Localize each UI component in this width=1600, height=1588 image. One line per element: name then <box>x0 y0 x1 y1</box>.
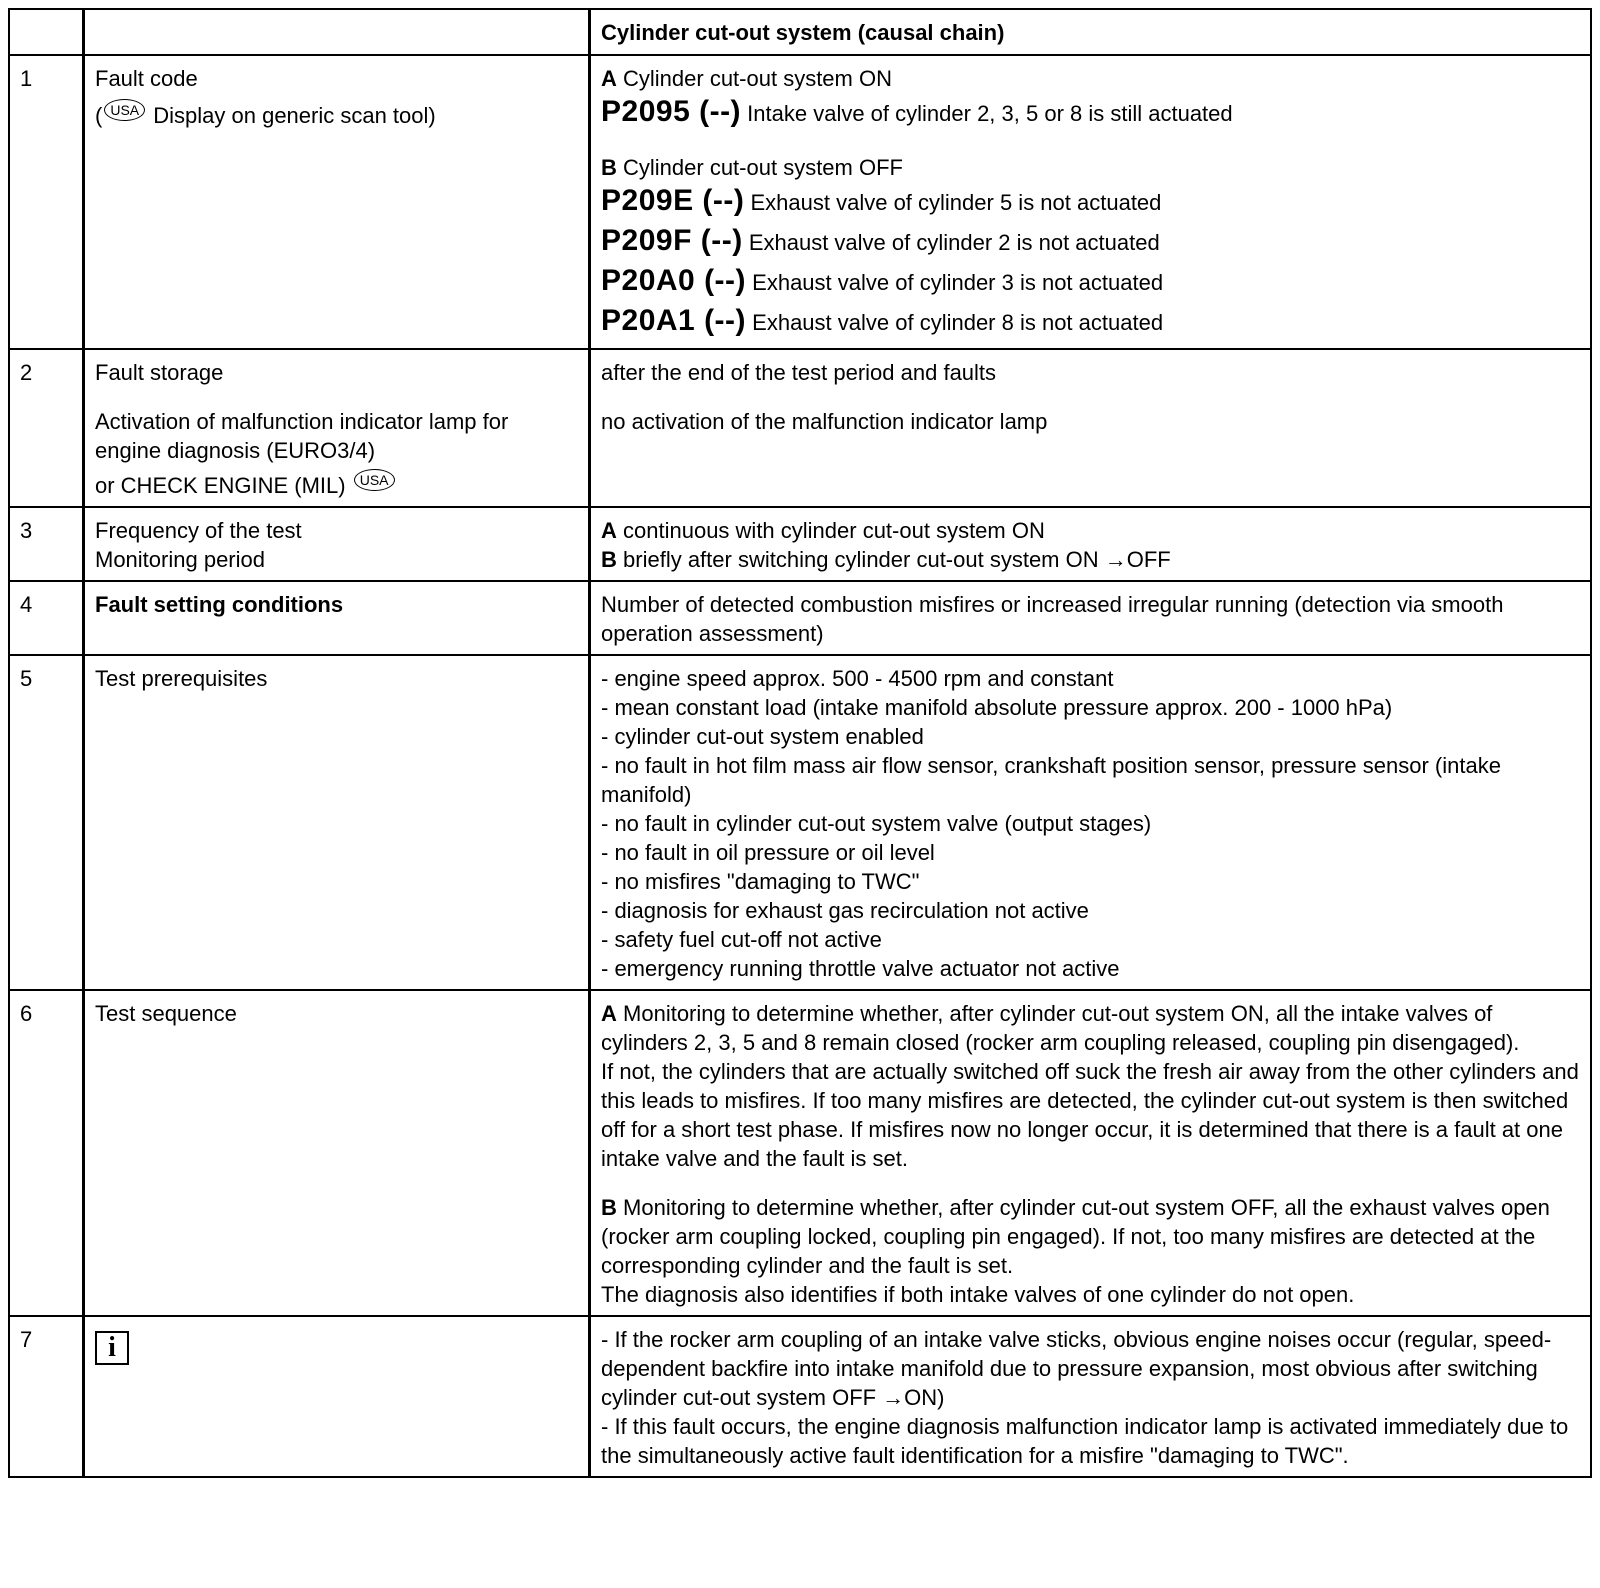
row-number: 4 <box>9 581 84 655</box>
prerequisite-item: - mean constant load (intake manifold absolute pressure approx. 200 - 1000 hPa) <box>601 695 1393 720</box>
note-item: - If this fault occurs, the engine diagnosis malfunction indicator lamp is activated immediately due to the simultaneously active fault identification for a misfire "damaging to TWC". <box>601 1414 1569 1468</box>
fault-code-line <box>601 222 1582 262</box>
table-title: Cylinder cut-out system (causal chain) <box>601 20 1005 45</box>
case-b-key: B <box>601 547 617 572</box>
case-a-text-continued: If not, the cylinders that are actually switched off suck the fresh air away from the other cylinders and this leads to misfires. If too many misfires are detected, the cylinder cut-out system is then switched off for a short test phase. If misfires now no longer occur, it is determined that there is a fault at one intake valve and the fault is set. <box>601 1059 1579 1171</box>
case-b-key: B <box>601 1195 617 1220</box>
fault-code: P2095 (--) <box>601 95 742 128</box>
prerequisite-item: - no fault in hot film mass air flow sensor, crankshaft position sensor, pressure sensor (intake manifold) <box>601 753 1501 807</box>
case-a-text: continuous with cylinder cut-out system ON <box>623 518 1045 543</box>
case-b-text-continued: The diagnosis also identifies if both intake valves of one cylinder do not open. <box>601 1282 1355 1307</box>
row-value-cell <box>590 55 1592 349</box>
row-number: 5 <box>9 655 84 990</box>
header-label-cell <box>84 9 590 55</box>
fault-code-desc: Exhaust valve of cylinder 5 is not actuated <box>750 190 1162 215</box>
row-fault-code <box>9 55 1591 349</box>
row-test-frequency <box>9 507 1591 581</box>
case-a-key: A <box>601 66 617 91</box>
case-b-text: briefly after switching cylinder cut-out system ON →OFF <box>623 547 1171 572</box>
row-label: Test prerequisites <box>95 666 268 691</box>
row-label-cell <box>84 1316 590 1477</box>
prerequisite-item: - safety fuel cut-off not active <box>601 927 882 952</box>
row-number: 2 <box>9 349 84 507</box>
fault-code: P209F (--) <box>601 224 743 257</box>
row-label: Fault setting conditions <box>95 592 344 617</box>
case-b-text: Cylinder cut-out system OFF <box>623 155 903 180</box>
row-label-tertiary: or CHECK ENGINE (MIL) <box>95 473 346 498</box>
row-fault-setting-conditions <box>9 581 1591 655</box>
row-value-cell <box>590 1316 1592 1477</box>
fault-code-line <box>601 302 1582 342</box>
row-value-cell <box>590 507 1592 581</box>
fault-code-desc: Exhaust valve of cylinder 2 is not actuated <box>748 230 1160 255</box>
prerequisite-item: - cylinder cut-out system enabled <box>601 724 924 749</box>
header-row <box>9 9 1591 55</box>
fault-code-desc: Exhaust valve of cylinder 3 is not actuated <box>752 270 1164 295</box>
row-label: Frequency of the test <box>95 518 302 543</box>
usa-badge-icon: USA <box>104 99 145 121</box>
row-fault-storage <box>9 349 1591 507</box>
row-number: 1 <box>9 55 84 349</box>
note-item: - If the rocker arm coupling of an intake valve sticks, obvious engine noises occur (regular, speed-dependent backfire into intake manifold due to pressure expansion, most obvious after switching cylinder cut-out system OFF →ON) <box>601 1327 1552 1410</box>
info-icon: i <box>95 1331 129 1365</box>
prerequisite-item: - engine speed approx. 500 - 4500 rpm and constant <box>601 666 1114 691</box>
row-label-secondary: Monitoring period <box>95 547 265 572</box>
row-label-cell <box>84 507 590 581</box>
case-a-text: Cylinder cut-out system ON <box>623 66 892 91</box>
row-label-secondary: Activation of malfunction indicator lamp for engine diagnosis (EURO3/4) <box>95 409 509 463</box>
paren-open: ( <box>95 103 103 128</box>
row-test-sequence <box>9 990 1591 1316</box>
header-title-cell <box>590 9 1592 55</box>
case-b-text: Monitoring to determine whether, after cylinder cut-out system OFF, all the exhaust valves open (rocker arm coupling locked, coupling pin engaged). If not, too many misfires are detected at the corresponding cylinder and the fault is set. <box>601 1195 1550 1278</box>
fault-code-line <box>601 182 1582 222</box>
row-number: 3 <box>9 507 84 581</box>
fault-code: P20A0 (--) <box>601 264 747 297</box>
fault-code-line <box>601 262 1582 302</box>
row-value: Number of detected combustion misfires or increased irregular running (detection via smooth operation assessment) <box>601 592 1504 646</box>
case-a-key: A <box>601 518 617 543</box>
row-label-cell <box>84 655 590 990</box>
prerequisite-item: - no misfires "damaging to TWC" <box>601 869 920 894</box>
case-b-key: B <box>601 155 617 180</box>
row-label: Fault code <box>95 66 198 91</box>
row-label: Fault storage <box>95 360 224 385</box>
row-value-cell <box>590 655 1592 990</box>
row-value-secondary: no activation of the malfunction indicator lamp <box>601 409 1048 434</box>
row-test-prerequisites <box>9 655 1591 990</box>
row-label-cell <box>84 55 590 349</box>
row-label: Test sequence <box>95 1001 237 1026</box>
fault-code-desc: Exhaust valve of cylinder 8 is not actuated <box>752 310 1164 335</box>
usa-badge-icon: USA <box>354 469 395 491</box>
fault-code-line <box>601 93 1582 133</box>
causal-chain-table <box>8 8 1592 1478</box>
row-label-cell <box>84 349 590 507</box>
row-note <box>9 1316 1591 1477</box>
fault-code: P20A1 (--) <box>601 304 747 337</box>
row-label-cell <box>84 581 590 655</box>
fault-code: P209E (--) <box>601 184 745 217</box>
prerequisite-item: - no fault in cylinder cut-out system valve (output stages) <box>601 811 1152 836</box>
row-value-cell <box>590 990 1592 1316</box>
case-a-key: A <box>601 1001 617 1026</box>
row-label-cell <box>84 990 590 1316</box>
fault-code-desc: Intake valve of cylinder 2, 3, 5 or 8 is still actuated <box>747 101 1233 126</box>
prerequisite-item: - emergency running throttle valve actuator not active <box>601 956 1120 981</box>
label-suffix: Display on generic scan tool) <box>153 103 436 128</box>
case-a-text: Monitoring to determine whether, after cylinder cut-out system ON, all the intake valves of cylinders 2, 3, 5 and 8 remain closed (rocker arm coupling released, coupling pin disengaged). <box>601 1001 1520 1055</box>
row-value: after the end of the test period and faults <box>601 360 997 385</box>
row-number: 7 <box>9 1316 84 1477</box>
row-value-cell <box>590 349 1592 507</box>
row-value-cell <box>590 581 1592 655</box>
prerequisite-item: - diagnosis for exhaust gas recirculation not active <box>601 898 1089 923</box>
prerequisite-item: - no fault in oil pressure or oil level <box>601 840 935 865</box>
header-num-cell <box>9 9 84 55</box>
row-number: 6 <box>9 990 84 1316</box>
